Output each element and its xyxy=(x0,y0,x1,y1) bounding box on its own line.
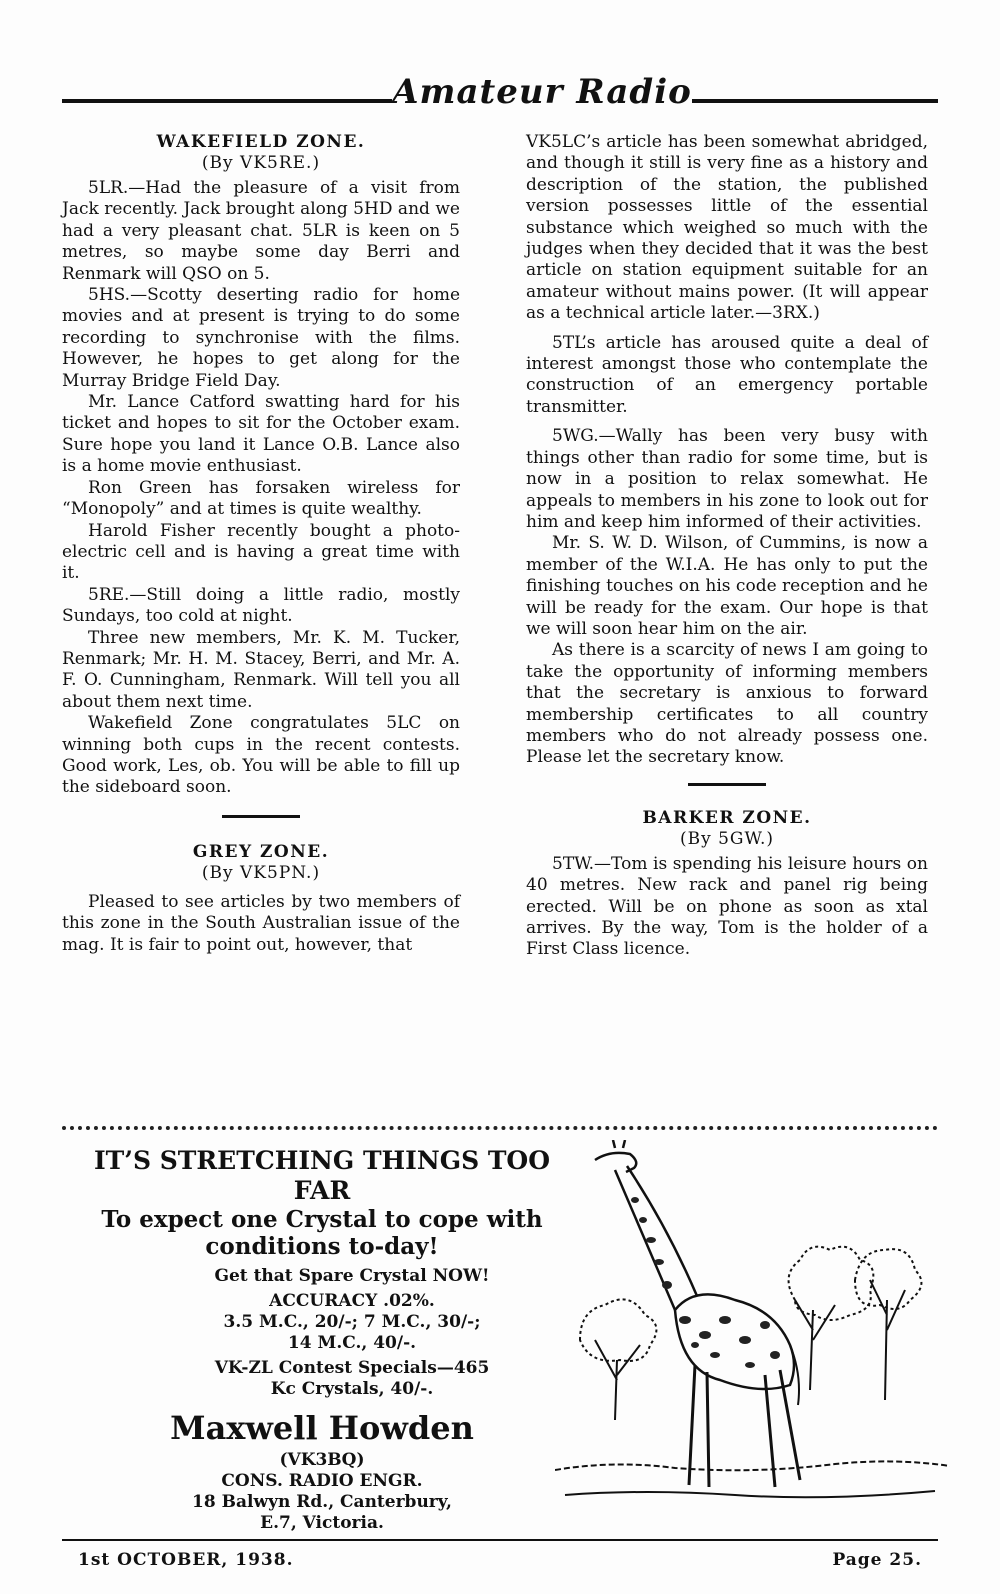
right-para-1: VK5LC’s article has been somewhat abridged, and though it still is very fine as a history and description of the station, the published version possesses little of the essential substance which weighed so much with the judges when they decided that it was the best article on station equipment suitable for an amateur without mains power. (It will appear as a technical article later.—3RX.) xyxy=(526,132,928,324)
right-para-2: 5TL’s article has aroused quite a deal of interest amongst those who contemplate the construction of an emergency portable transmitter. xyxy=(526,332,928,417)
grey-byline: (By VK5PN.) xyxy=(201,862,321,883)
grey-heading: GREY ZONE. xyxy=(192,841,330,862)
masthead-title: Amateur Radio xyxy=(392,72,692,112)
right-para-4: Mr. S. W. D. Wilson, of Cummins, is now a member of the W.I.A. He has only to put the finishing touches on his code reception and he will be ready for the exam. Our hope is that we will soon hear him on the air. xyxy=(526,533,928,639)
wakefield-byline: (By VK5RE.) xyxy=(201,153,321,173)
wakefield-heading: WAKEFIELD ZONE. xyxy=(156,132,366,152)
ad-address-1: 18 Balwyn Rd., Canterbury, xyxy=(192,1492,452,1512)
footer-date: 1st OCTOBER, 1938. xyxy=(78,1550,294,1570)
wakefield-para-5: Harold Fisher recently bought a photo-electric cell and is having a great time with it. xyxy=(62,520,460,584)
wakefield-para-2: 5HS.—Scotty deserting radio for home movies and at present is trying to do some recording to synchronise with the films. However, he hopes to get along for the Murray Bridge Field Day. xyxy=(62,285,460,391)
wakefield-para-4: Ron Green has forsaken wireless for “Monopoly” and at times is quite wealthy. xyxy=(62,477,460,520)
ad-line-8: VK-ZL Contest Specials—465 xyxy=(214,1358,490,1378)
ad-address-2: E.7, Victoria. xyxy=(260,1513,384,1533)
ad-line-2: To expect one Crystal to cope with xyxy=(101,1206,543,1233)
wakefield-para-6: 5RE.—Still doing a little radio, mostly Sundays, too cold at night. xyxy=(62,584,460,627)
giraffe-illustration xyxy=(555,1140,950,1530)
barker-heading: BARKER ZONE. xyxy=(642,807,812,828)
right-para-3: 5WG.—Wally has been very busy with things other than radio for some time, but is now in a position to relax somewhat. He appeals to members in his zone to look out for him and keep him informed of their activities. xyxy=(526,426,928,532)
ad-line-3: conditions to-day! xyxy=(205,1233,439,1260)
dotted-separator xyxy=(62,1126,938,1130)
wakefield-para-3: Mr. Lance Catford swatting hard for his ticket and hopes to sit for the October exam. Sure hope you land it Lance O.B. Lance also is a home movie enthusiast. xyxy=(62,392,460,477)
footer-rule xyxy=(62,1539,938,1541)
wakefield-para-8: Wakefield Zone congratulates 5LC on winning both cups in the recent contests. Good work, Les, ob. You will be able to fill up the sideboard soon. xyxy=(62,713,460,798)
barker-byline: (By 5GW.) xyxy=(679,828,775,849)
barker-para-1: 5TW.—Tom is spending his leisure hours on 40 metres. New rack and panel rig being erected. Will be on phone as soon as xtal arrives. By the way, Tom is the holder of a First Class licence. xyxy=(526,853,928,960)
left-column xyxy=(62,132,460,956)
ad-advertiser-name: Maxwell Howden xyxy=(170,1409,474,1447)
ad-line-6: 3.5 M.C., 20/-; 7 M.C., 30/-; xyxy=(223,1312,481,1332)
ad-callsign: (VK3BQ) xyxy=(279,1450,365,1470)
masthead-rule-right xyxy=(692,99,938,103)
ad-headline: IT’S STRETCHING THINGS TOO FAR xyxy=(93,1146,550,1205)
crystal-advertisement xyxy=(62,1146,582,1534)
grey-para-1: Pleased to see articles by two members of this zone in the South Australian issue of the mag. It is fair to point out, however, that xyxy=(62,891,460,955)
ad-line-5: ACCURACY .02%. xyxy=(269,1291,435,1311)
ad-title: CONS. RADIO ENGR. xyxy=(221,1471,423,1491)
ad-line-4: Get that Spare Crystal NOW! xyxy=(214,1266,490,1286)
wakefield-para-7: Three new members, Mr. K. M. Tucker, Renmark; Mr. H. M. Stacey, Berri, and Mr. A. F. O. Cunningham, Renmark. Will tell you all about them next time. xyxy=(62,627,460,712)
masthead-rule-left xyxy=(62,99,392,103)
ad-line-9: Kc Crystals, 40/-. xyxy=(270,1379,434,1399)
ad-line-7: 14 M.C., 40/-. xyxy=(287,1333,417,1353)
masthead xyxy=(62,66,938,116)
footer-page-number: Page 25. xyxy=(832,1550,922,1570)
right-para-5: As there is a scarcity of news I am going to take the opportunity of informing members that the secretary is anxious to forward membership certificates to all country members who do not already possess one. Please let the secretary know. xyxy=(526,640,928,768)
right-column xyxy=(526,132,928,961)
wakefield-para-1: 5LR.—Had the pleasure of a visit from Jack recently. Jack brought along 5HD and we had a very pleasant chat. 5LR is keen on 5 metres, so maybe some day Berri and Renmark will QSO on 5. xyxy=(62,178,460,284)
